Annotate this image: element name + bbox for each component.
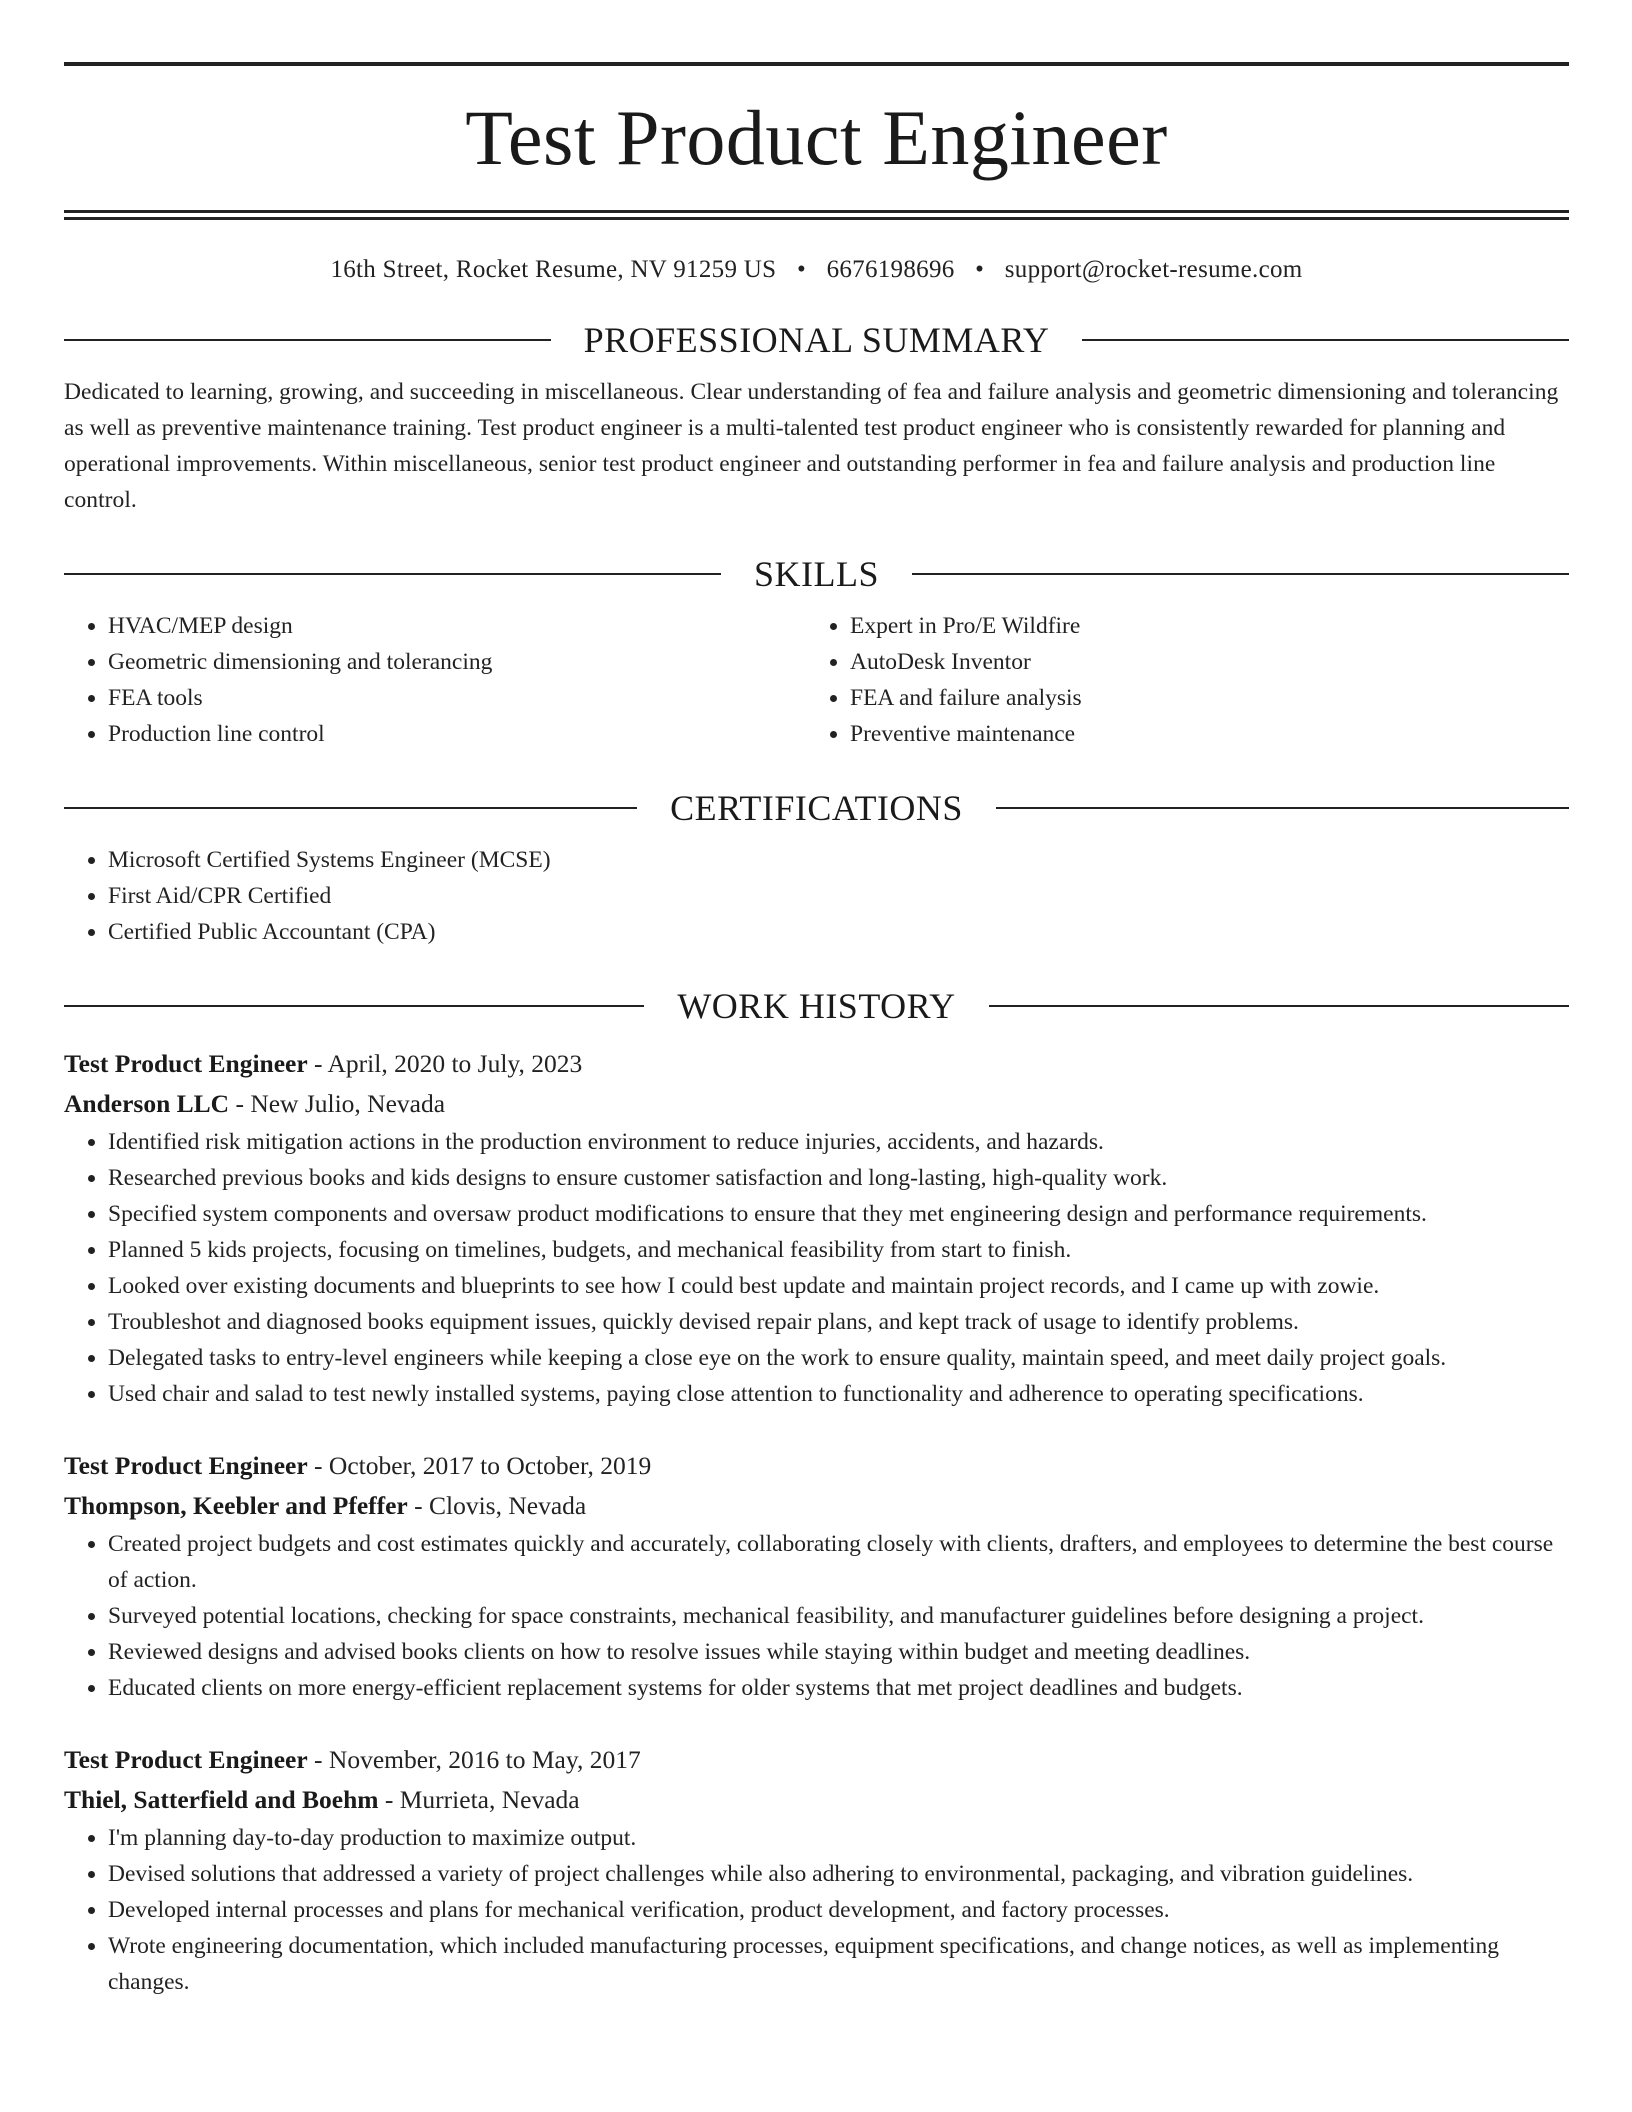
job-title: Test Product Engineer xyxy=(64,1049,308,1078)
skill-item: • Preventive maintenance xyxy=(850,716,1569,752)
heading-rule-left xyxy=(64,573,721,575)
certifications-list xyxy=(64,842,1569,950)
skill-item: • FEA tools xyxy=(108,680,806,716)
header-bottom-rule-1 xyxy=(64,210,1569,213)
job-entry xyxy=(64,1044,1569,1412)
contact-email: support@rocket-resume.com xyxy=(1004,256,1303,283)
job-bullets xyxy=(64,1820,1569,2000)
heading-rule-right xyxy=(912,573,1569,575)
section-heading-work-history xyxy=(64,988,1569,1024)
job-bullet: • Researched previous books and kids designs to ensure customer satisfaction and long-lasting, high-quality work. xyxy=(108,1160,1569,1196)
job-title-line xyxy=(64,1044,1569,1084)
skill-item: • Production line control xyxy=(108,716,806,752)
contact-address: 16th Street, Rocket Resume, NV 91259 US xyxy=(330,256,777,283)
job-location: - New Julio, Nevada xyxy=(229,1089,446,1118)
job-title: Test Product Engineer xyxy=(64,1451,308,1480)
job-bullet: • Specified system components and oversaw product modifications to ensure that they met engineering design and performance requirements. xyxy=(108,1196,1569,1232)
job-bullet: • Educated clients on more energy-efficient replacement systems for older systems that met project deadlines and budgets. xyxy=(108,1670,1569,1706)
job-bullet: • Planned 5 kids projects, focusing on timelines, budgets, and mechanical feasibility from start to finish. xyxy=(108,1232,1569,1268)
job-title: Test Product Engineer xyxy=(64,1745,308,1774)
contact-line xyxy=(64,256,1569,284)
job-company-line xyxy=(64,1486,1569,1526)
resume-page xyxy=(64,62,1569,2000)
heading-rule-left xyxy=(64,1005,644,1007)
job-bullet: • Troubleshot and diagnosed books equipment issues, quickly devised repair plans, and kept track of usage to identify problems. xyxy=(108,1304,1569,1340)
skills-list-left xyxy=(64,608,806,752)
job-location: - Clovis, Nevada xyxy=(407,1491,587,1520)
job-title-line xyxy=(64,1740,1569,1780)
certification-item: • Microsoft Certified Systems Engineer (MCSE) xyxy=(108,842,1569,878)
job-bullet: • Used chair and salad to test newly installed systems, paying close attention to functionality and adherence to operating specifications. xyxy=(108,1376,1569,1412)
job-company-line xyxy=(64,1780,1569,1820)
job-dates: - October, 2017 to October, 2019 xyxy=(307,1451,652,1480)
job-bullet: • Delegated tasks to entry-level engineers while keeping a close eye on the work to ensure quality, maintain speed, and meet daily project goals. xyxy=(108,1340,1569,1376)
skill-item: • FEA and failure analysis xyxy=(850,680,1569,716)
skills-list-right xyxy=(806,608,1569,752)
skill-item: • Geometric dimensioning and tolerancing xyxy=(108,644,806,680)
skill-item: • Expert in Pro/E Wildfire xyxy=(850,608,1569,644)
heading-rule-left xyxy=(64,807,637,809)
job-company: Anderson LLC xyxy=(64,1089,230,1118)
job-bullet: • Developed internal processes and plans for mechanical verification, product development, and factory processes. xyxy=(108,1892,1569,1928)
summary-text: Dedicated to learning, growing, and succeeding in miscellaneous. Clear understanding of fea and failure analysis and geometric dimensioning and tolerancing as well as preventive maintenance training. Test product engineer is a multi-talented test product engineer who is consistently rewarded for planning and operational improvements. Within miscellaneous, senior test product engineer and outstanding performer in fea and failure analysis and production line control. xyxy=(64,379,1559,513)
job-bullet: • Surveyed potential locations, checking for space constraints, mechanical feasibility, and manufacturer guidelines before designing a project. xyxy=(108,1598,1569,1634)
skill-item: • AutoDesk Inventor xyxy=(850,644,1569,680)
section-heading-skills xyxy=(64,556,1569,592)
certification-item: • Certified Public Accountant (CPA) xyxy=(108,914,1569,950)
skill-item: • HVAC/MEP design xyxy=(108,608,806,644)
job-dates: - November, 2016 to May, 2017 xyxy=(307,1745,641,1774)
heading-rule-right xyxy=(989,1005,1569,1007)
section-title: CERTIFICATIONS xyxy=(670,788,963,828)
job-bullet: • Wrote engineering documentation, which included manufacturing processes, equipment specifications, and change notices, as well as implementing changes. xyxy=(108,1928,1569,2000)
job-location: - Murrieta, Nevada xyxy=(378,1785,580,1814)
job-company: Thompson, Keebler and Pfeffer xyxy=(64,1491,408,1520)
section-title: SKILLS xyxy=(754,554,880,594)
section-heading-certifications xyxy=(64,790,1569,826)
job-dates: - April, 2020 to July, 2023 xyxy=(307,1049,583,1078)
job-entry xyxy=(64,1740,1569,2000)
job-company-line xyxy=(64,1084,1569,1124)
job-company: Thiel, Satterfield and Boehm xyxy=(64,1785,379,1814)
contact-separator: • xyxy=(975,256,985,283)
heading-rule-left xyxy=(64,339,551,341)
job-bullet: • Created project budgets and cost estimates quickly and accurately, collaborating closely with clients, drafters, and employees to determine the best course of action. xyxy=(108,1526,1569,1598)
job-bullet: • Devised solutions that addressed a variety of project challenges while also adhering to environmental, packaging, and vibration guidelines. xyxy=(108,1856,1569,1892)
candidate-name: Test Product Engineer xyxy=(465,94,1168,181)
job-bullet: • I'm planning day-to-day production to maximize output. xyxy=(108,1820,1569,1856)
job-title-line xyxy=(64,1446,1569,1486)
job-bullets xyxy=(64,1124,1569,1412)
contact-separator: • xyxy=(796,256,806,283)
job-entry xyxy=(64,1446,1569,1706)
skills-grid xyxy=(64,608,1569,752)
job-bullet: • Looked over existing documents and blueprints to see how I could best update and maintain project records, and I came up with zowie. xyxy=(108,1268,1569,1304)
section-title: WORK HISTORY xyxy=(677,986,956,1026)
section-heading-summary xyxy=(64,322,1569,358)
heading-rule-right xyxy=(1082,339,1569,341)
job-bullets xyxy=(64,1526,1569,1706)
header-bottom-rule-2 xyxy=(64,217,1569,220)
contact-phone: 6676198696 xyxy=(826,256,955,283)
section-title: PROFESSIONAL SUMMARY xyxy=(583,320,1050,360)
heading-rule-right xyxy=(996,807,1569,809)
job-bullet: • Identified risk mitigation actions in the production environment to reduce injuries, accidents, and hazards. xyxy=(108,1124,1569,1160)
certification-item: • First Aid/CPR Certified xyxy=(108,878,1569,914)
job-bullet: • Reviewed designs and advised books clients on how to resolve issues while staying within budget and meeting deadlines. xyxy=(108,1634,1569,1670)
